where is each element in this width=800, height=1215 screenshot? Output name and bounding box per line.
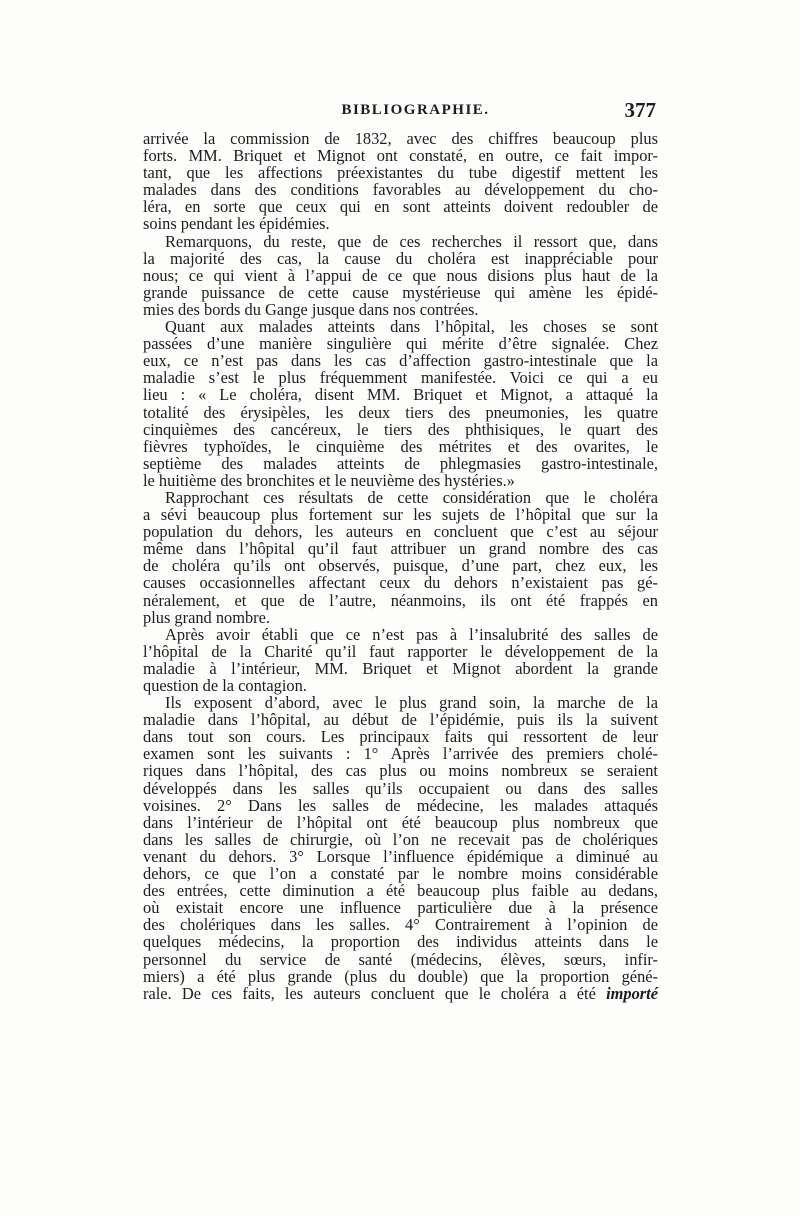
text-line-content: Quant aux malades atteints dans l’hôpital, les choses se sont: [165, 317, 658, 337]
text-line: [143, 626, 658, 643]
text-line: [143, 318, 658, 335]
text-line: [143, 284, 658, 301]
text-line: [143, 762, 658, 779]
text-line-content: nous; ce qui vient à l’appui de ce que nous disions plus haut de la: [143, 265, 658, 285]
text-line-content: soins pendant les épidémies.: [143, 214, 330, 234]
text-line-content: plus grand nombre.: [143, 607, 271, 627]
text-line-content: fièvres typhoïdes, le cinquième des métrites et des ovarites, le: [143, 436, 658, 456]
text-line-content: Ils exposent d’abord, avec le plus grand soin, la marche de la: [165, 693, 658, 713]
text-line: [143, 233, 658, 250]
text-line-content: personnel du service de santé (médecins, élèves, sœurs, infir-: [143, 949, 658, 969]
text-line: [143, 968, 658, 985]
text-line-content: de choléra qu’ils ont observés, puisque, d’une part, chez eux, les: [143, 556, 658, 576]
text-line-content: la majorité des cas, la cause du choléra est inappréciable pour: [143, 248, 658, 268]
text-line: [143, 882, 658, 899]
text-line: [143, 831, 658, 848]
text-line: [143, 660, 658, 677]
italic-word: importé: [606, 983, 658, 1003]
text-line: [143, 865, 658, 882]
text-line: [143, 916, 658, 933]
text-line-content: examen sont les suivants : 1° Après l’arrivée des premiers cholé-: [143, 744, 658, 764]
text-line-content: Remarquons, du reste, que de ces recherches il ressort que, dans: [165, 231, 658, 251]
text-line-content: maladie dans l’hôpital, au début de l’épidémie, puis ils la suivent: [143, 710, 658, 730]
text-line: [143, 198, 658, 215]
text-line: [143, 267, 658, 284]
text-line: [143, 797, 658, 814]
text-line-content: tant, que les affections préexistantes du tube digestif mettent les: [143, 163, 658, 183]
text-line-content: forts. MM. Briquet et Mignot ont constaté, en outre, ce fait impor-: [143, 146, 658, 166]
text-line-content: Rapprochant ces résultats de cette considération que le choléra: [165, 487, 658, 507]
text-line-content: le huitième des bronchites et le neuvième des hystéries.»: [143, 470, 515, 490]
text-line: [143, 404, 658, 421]
text-line-content: des cholériques dans les salles. 4° Contrairement à l’opinion de: [143, 915, 658, 935]
text-line: [143, 643, 658, 660]
text-line-content: population du dehors, les auteurs en concluent que c’est au séjour: [143, 522, 658, 542]
text-line: [143, 523, 658, 540]
text-line: [143, 215, 658, 232]
text-line: [143, 745, 658, 762]
text-line-content: des entrées, cette diminution a été beaucoup plus faible au dedans,: [143, 881, 658, 901]
body-text: [143, 130, 658, 1002]
text-line: [143, 301, 658, 318]
text-line-content: dans tout son cours. Les principaux faits qui ressortent de leur: [143, 727, 658, 747]
text-line-content: mies des bords du Gange jusque dans nos contrées.: [143, 299, 479, 319]
text-line-content: où existait encore une influence particulière due à la présence: [143, 898, 658, 918]
text-line: [143, 814, 658, 831]
text-line-content: riques dans l’hôpital, des cas plus ou moins nombreux se seraient: [143, 761, 658, 781]
text-line: [143, 848, 658, 865]
text-line: [143, 352, 658, 369]
text-line: [143, 506, 658, 523]
text-line: [143, 933, 658, 950]
text-line-content: néralement, et que de l’autre, néanmoins, ils ont été frappés en: [143, 590, 658, 610]
text-line-content: cinquièmes des cancéreux, le tiers des phthisiques, le quart des: [143, 419, 658, 439]
text-line-content: passées d’une manière singulière qui mérite d’être signalée. Chez: [143, 334, 658, 354]
text-line-content: eux, ce n’est pas dans les cas d’affection gastro-intestinale que la: [143, 351, 658, 371]
text-line-content: arrivée la commission de 1832, avec des chiffres beaucoup plus: [143, 129, 658, 148]
text-line-content: a sévi beaucoup plus fortement sur les sujets de l’hôpital que sur la: [143, 505, 658, 525]
text-line-content: dans les salles de chirurgie, où l’on ne recevait pas de cholériques: [143, 829, 658, 849]
text-line: [143, 609, 658, 626]
text-line: [143, 985, 658, 1002]
text-line: [143, 147, 658, 164]
text-line-content: lieu : « Le choléra, disent MM. Briquet et Mignot, a attaqué la: [143, 385, 658, 405]
text-line-content: dehors, ce que l’on a constaté par le nombre moins considérable: [143, 864, 658, 884]
text-line-content: développés dans les salles qu’ils occupaient ou dans des salles: [143, 778, 658, 798]
text-line-content: question de la contagion.: [143, 676, 307, 695]
text-line-content: miers) a été plus grande (plus du double) que la proportion géné-: [143, 966, 658, 986]
text-line-content: malades dans des conditions favorables au développement du cho-: [143, 180, 658, 200]
text-line-content: causes occasionnelles affectant ceux du dehors n’existaient pas gé-: [143, 573, 658, 593]
text-line-content: quelques médecins, la proportion des individus atteints dans le: [143, 932, 658, 952]
text-line: [143, 489, 658, 506]
text-line-content: maladie à l’intérieur, MM. Briquet et Mignot abordent la grande: [143, 658, 658, 678]
text-line-content: dans l’intérieur de l’hôpital ont été beaucoup plus nombreux que: [143, 812, 658, 832]
text-line-content: venant du dehors. 3° Lorsque l’influence épidémique a diminué au: [143, 846, 658, 866]
text-line-content: maladie s’est le plus fréquemment manifestée. Voici ce qui a eu: [143, 368, 658, 388]
text-line: [143, 677, 658, 694]
text-line: [143, 386, 658, 403]
text-line: [143, 557, 658, 574]
text-line: [143, 711, 658, 728]
page-number: 377: [624, 98, 656, 122]
text-line: [143, 130, 658, 147]
running-head: BIBLIOGRAPHIE.: [341, 102, 490, 118]
text-line: [143, 780, 658, 797]
text-line-content: rale. De ces faits, les auteurs concluent que le choléra a été: [143, 983, 596, 1003]
text-line: [143, 574, 658, 591]
text-line-content: septième des malades atteints de phlegmasies gastro-intestinale,: [143, 453, 658, 473]
text-line: [143, 250, 658, 267]
page-header: [143, 98, 658, 124]
text-line-content: léra, en sorte que ceux qui en sont atteints doivent redoubler de: [143, 197, 658, 217]
text-line: [143, 899, 658, 916]
text-line: [143, 164, 658, 181]
text-line-content: totalité des érysipèles, les deux tiers des pneumonies, les quatre: [143, 402, 658, 422]
text-line-content: l’hôpital de la Charité qu’il faut rapporter le développement de la: [143, 641, 658, 661]
text-line: [143, 335, 658, 352]
text-line: [143, 694, 658, 711]
text-line-content: grande puissance de cette cause mystérieuse qui amène les épidé-: [143, 282, 658, 302]
text-line: [143, 438, 658, 455]
text-line: [143, 181, 658, 198]
text-line: [143, 592, 658, 609]
text-line: [143, 455, 658, 472]
text-line: [143, 540, 658, 557]
text-line-content: voisines. 2° Dans les salles de médecine, les malades attaqués: [143, 795, 658, 815]
text-line-content: même dans l’hôpital qu’il faut attribuer un grand nombre des cas: [143, 539, 658, 559]
text-line: [143, 472, 658, 489]
text-line: [143, 421, 658, 438]
text-line-content: Après avoir établi que ce n’est pas à l’insalubrité des salles de: [165, 624, 658, 644]
text-line: [143, 369, 658, 386]
text-line: [143, 728, 658, 745]
text-line: [143, 951, 658, 968]
